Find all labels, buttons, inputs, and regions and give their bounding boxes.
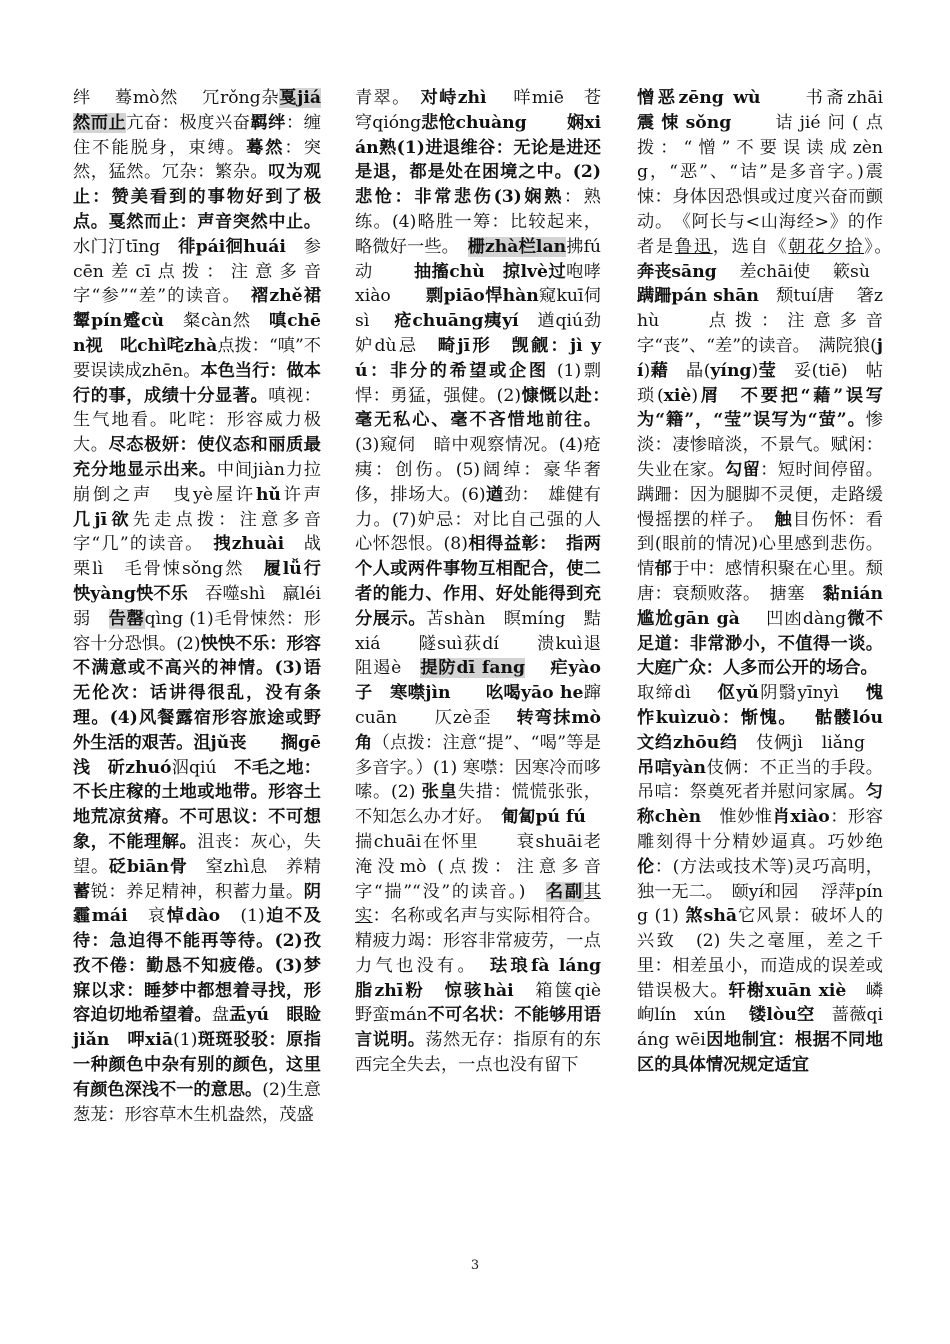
text-run: 参cēn差cī点拨：注意多音字“参”“差”的读音。	[73, 236, 321, 307]
text-run: 妥(tiē) 帖 琐(	[637, 360, 901, 406]
text-run: 尽态极妍：使仪态和丽质最充分地显示出来。	[73, 435, 321, 480]
text-run: 匍匐pú fú	[501, 807, 586, 828]
text-run: 悲怆chuàng 娴xián熟(1)进退维谷：无论是进还是退，都是处在困境之中。(2)悲怆：非常悲伤(3)娴熟	[355, 112, 602, 208]
text-run: 先走点拨：注意多音字“几”的读音。	[73, 509, 321, 555]
text-run	[525, 658, 550, 678]
text-run: 不毛之地：不长庄稼的土地或地带。形容土地荒凉贫瘠。不可思议：不可想象，不能理解。	[73, 757, 321, 852]
text-run: 绊 蓦mò然 冗rǒng杂	[73, 88, 280, 108]
text-run: 箱箧qiè 野蛮mán	[355, 980, 624, 1026]
text-run: 它风景：破坏人的兴致 (2) 失之毫厘，差之千里：相差虽小，而造成的误差或错误极大。	[637, 906, 883, 1001]
text-run: 颓tuí唐 箸zhù 点拨：注意多音字“丧”、“差”的读音。 满院狼(	[637, 286, 883, 356]
text-run: 遒qiú劲 妒dù忌	[355, 311, 619, 356]
text-run: 伎俩jì liǎng	[738, 732, 884, 753]
text-run: 慷慨以赴： 毫无私心、毫不吝惜地前往。	[355, 385, 619, 431]
text-run: 徘pái徊huái	[178, 236, 286, 257]
text-run: 羁绊	[250, 112, 287, 133]
text-column-1	[73, 86, 339, 1236]
text-run: ：熟练。(4)略胜一筹：比较起来，略微好一些。	[355, 187, 601, 257]
text-run: 莹	[758, 360, 777, 381]
text-run: (1)	[173, 1030, 198, 1051]
text-run: (3)窥伺 暗中观察情况。(4)疮痍：创伤。(5)阔绰：豪华奢侈，排场大。(6)	[355, 435, 601, 505]
text-run: 阴翳yīnyì	[758, 683, 866, 704]
text-run: 目伤怀：看到(眼前的情况)心里感到悲伤。情	[637, 509, 883, 580]
text-run: 盂yú 眼睑jiǎn 呷xiā	[73, 1005, 321, 1051]
text-run: 珐琅fà láng 脂zhī粉 惊骇hài	[355, 955, 636, 1001]
text-run: xiè	[663, 385, 692, 406]
text-run: 遒	[485, 484, 504, 505]
text-run: jí	[637, 335, 883, 381]
text-run: ：突然，猛然。冗杂：繁杂。	[73, 137, 321, 183]
text-run: 告罄	[108, 608, 145, 629]
text-run: ：名称或名声与实际相符合。精疲力竭：形容非常疲劳，一点力气也没有。	[355, 906, 601, 976]
text-run: 书斋zhāi	[760, 88, 901, 108]
text-run: 勾留	[725, 459, 761, 480]
text-run: ：(方法或技术等)灵巧高明，独一无二。 颐yí和园 浮萍píng (1)	[637, 856, 883, 927]
text-run: 拂fú动	[355, 236, 601, 282]
text-run: 苫shàn 瞑míng 黠xiá 隧suì荻dí 溃kuì退 阻遏è	[355, 608, 636, 679]
text-run: 栅zhà栏lan	[467, 236, 567, 257]
text-run: yíng	[710, 360, 752, 381]
text-run: 沮丧：灰心，失望。	[73, 831, 321, 877]
text-run: )	[691, 385, 699, 406]
text-run: 失措：慌慌张张，不知怎么办才好。	[355, 782, 601, 828]
text-run: 伎俩：不正当的手段。吊唁：祭奠死者并慰问家属。	[637, 757, 883, 803]
text-run: 中间jiàn力拉崩倒之声 曳yè屋许	[73, 459, 321, 505]
text-run: ：形容雕刻得十分精妙逼真。巧妙绝	[637, 807, 883, 852]
text-run: 蹿cuān 仄zè歪	[355, 683, 601, 728]
text-run: 褶zhě裙 颦pín蹙cù	[73, 286, 339, 332]
text-run: 触	[774, 509, 793, 530]
text-run: 不可名状：不能够用语言说明。	[355, 1005, 601, 1051]
text-run: 许声	[280, 484, 339, 505]
text-run: 戛jiá然而止	[73, 88, 321, 133]
text-run: 窒zhì息 养精	[187, 856, 321, 877]
text-run: 鲁迅	[674, 236, 713, 257]
text-run: 愧怍kuìzuò：惭愧。 骷髅lóu 文绉zhōu绉	[637, 683, 901, 753]
text-run: 青翠。	[355, 88, 421, 108]
text-run: (1)剽悍：勇猛，强健。(2)	[355, 360, 602, 406]
text-run: 名副	[546, 881, 584, 902]
text-run: (1)	[220, 906, 265, 927]
text-run: 伛yǔ	[717, 683, 759, 704]
text-run: 黏nián尴尬gān gà	[637, 583, 883, 629]
text-run: 怏怏不乐：形容不满意或不高兴的神情。(3)语无伦次：话讲得很乱，没有条理。(4)风餐露宿形容旅途或野外生活的艰苦。沮jǔ丧 搁gē浅 斫zhuó	[73, 633, 321, 778]
text-run: 伦	[637, 856, 655, 877]
text-run: 泅qiú	[171, 757, 235, 778]
text-run: 诘jié问(点拨：“憎”不要误读成zèng，“恶”、“诘”是多音字。)震悚：身体因恐惧或过度兴奋而颤动。 《阿长与<山海经>》的作者是	[637, 112, 883, 257]
text-run: 哀	[127, 906, 167, 927]
text-run: 水门汀tīng	[73, 236, 179, 257]
text-run: 镂lòu空	[749, 1005, 815, 1026]
text-run: 点拨：“嗔”不要误读成zhēn。	[73, 335, 321, 381]
text-column-3	[637, 86, 901, 1236]
text-run: 匀称chèn	[637, 782, 883, 828]
text-run: 粲càn然	[164, 311, 270, 332]
text-run: 微不足道：非常渺小，不值得一谈。大庭广众：人多而公开的场合。	[637, 608, 883, 679]
text-run: ：短时间停留。蹒跚：因为腿脚不灵便，走路缓慢摇摆的样子。	[637, 459, 883, 530]
text-run: 藉	[650, 360, 669, 381]
text-run: 畸jī形 觊觎：jì yú：非分的希望或企图	[355, 335, 601, 381]
text-run: 蹒跚pán shān	[637, 286, 759, 307]
text-run: 提防dī fang	[420, 658, 525, 679]
text-run: 惨淡：凄惨暗淡，不景气。赋闲：失业在家。	[637, 410, 883, 480]
text-run: 惟妙惟	[701, 807, 773, 828]
text-run: 朝花夕拾	[788, 236, 865, 257]
text-column-2	[355, 86, 636, 1236]
text-run: 郁	[654, 559, 673, 580]
text-run: 剽piāo悍hàn	[426, 286, 539, 307]
text-run: 其实	[355, 881, 601, 927]
text-run: 屑 不要把“藉”误写为“籍”，“莹”误写为“萤”。	[637, 385, 883, 431]
text-run: qìng (1)毛骨悚然：形容十分恐惧。(2)	[73, 608, 321, 654]
text-run: 蓦然	[246, 137, 285, 158]
text-run: 晶(	[668, 360, 711, 381]
text-run: 吊唁yàn	[637, 757, 707, 778]
text-run: )	[751, 360, 759, 381]
text-run: 肖xiào	[772, 807, 830, 828]
text-run: 相得益彰： 指两个人或两件事物互相配合，使二者的能力、作用、好处能得到充分展示。	[355, 534, 601, 629]
text-run: 差chāi使 簌sù	[716, 261, 888, 282]
text-run: 叹为观止：赞美看到的事物好到了极点。戛然而止：声音突然中止。	[73, 162, 321, 232]
text-run: 本色当行：做本行的事，成绩十分显著。	[73, 360, 321, 406]
text-run: ，选自《	[712, 236, 789, 257]
text-run: 迫不及待：急迫得不能再等待。(2)孜孜不倦：勤恳不知疲倦。(3)梦寐以求：睡梦中都想着寻找，形容迫切地希望着。	[73, 906, 321, 1026]
text-run: 几jī欲	[73, 509, 133, 530]
text-run: 战栗lì 毛骨悚sǒng然	[73, 534, 321, 580]
text-run: 张皇	[421, 782, 458, 803]
text-run: 咩miē 苍穹qióng	[355, 88, 602, 133]
text-run: 取缔dì	[637, 658, 887, 704]
text-run: 盘	[211, 1005, 230, 1026]
text-run: 憎恶zēng wù	[637, 88, 761, 108]
text-run: 于中：感情积聚在心里。颓唐：衰颓败落。 搪塞	[637, 559, 883, 604]
text-run: 荡然无存：指原有的东西完全失去，一点也没有留下	[355, 1030, 601, 1076]
text-run: 因地制宜：根据不同地区的具体情况规定适宜	[637, 1030, 883, 1076]
text-run: 锐：养足精神，积蓄力量。	[90, 881, 304, 902]
text-run: 劲： 雄健有力。(7)妒忌：对比自己强的人心怀怨恨。(8)	[355, 484, 601, 555]
text-run: hǔ	[255, 484, 281, 505]
page-number: 3	[470, 1258, 480, 1273]
text-run: 奔丧sāng	[637, 261, 717, 282]
text-run: （点拨：注意“提”、“喝”等是多音字。）(1) 寒噤：因寒冷而哆嗦。(2)	[355, 732, 601, 803]
text-run: 嗔视：生气地看。叱咤：形容威力极大。	[73, 385, 321, 456]
text-run: 蔷薇qiáng wēi	[637, 1005, 884, 1051]
text-run: 揣chuāi在怀里 衰shuāi老 淹没mò (点拨：注意多音字“揣”“没”的读音。)	[355, 807, 636, 902]
text-run: 悼dào	[166, 906, 221, 927]
text-run: 拽zhuài	[213, 534, 285, 555]
text-run: (2)生意葱茏：形容草木生机盎然，茂盛	[73, 1079, 321, 1125]
text-run: 阴霾mái	[73, 881, 321, 927]
text-run: )	[643, 360, 651, 381]
text-run: ：缠住不能脱身，束缚。	[73, 112, 321, 158]
text-run: 抽搐chù 掠lvè过	[413, 261, 567, 282]
text-run: 咆哮xiào	[355, 261, 601, 307]
text-run: 疮chuāng痍yí	[394, 311, 519, 332]
text-run: 吞噬shì 羸léi弱	[73, 583, 322, 629]
text-run: 嶙峋lín xún	[637, 980, 883, 1026]
text-run: 履lǚ行 怏yàng怏不乐	[73, 559, 339, 604]
text-run: 轩榭xuān xiè	[728, 980, 847, 1001]
text-run: 震悚sǒng	[637, 112, 732, 133]
text-run: 蓄	[73, 881, 91, 902]
text-run: 转弯抹mò角	[355, 707, 602, 753]
text-run: 煞shā	[685, 906, 737, 927]
text-run: 窥kuī伺sì	[355, 286, 601, 332]
text-run: 疟yào子 寒噤jìn 吆喝yāo he	[355, 658, 602, 704]
text-run: 嗔chēn视 叱chì咤zhà	[73, 311, 321, 356]
text-run: 亢奋：极度兴奋	[126, 112, 251, 133]
text-run: 砭biān骨	[108, 856, 188, 877]
text-run: 》。	[864, 236, 901, 257]
text-run: 对峙zhì	[420, 88, 487, 108]
text-run: 凹凼dàng	[739, 608, 847, 629]
text-run: 斑斑驳驳：原指一种颜色中杂有别的颜色，这里有颜色深浅不一的意思。	[73, 1030, 321, 1100]
